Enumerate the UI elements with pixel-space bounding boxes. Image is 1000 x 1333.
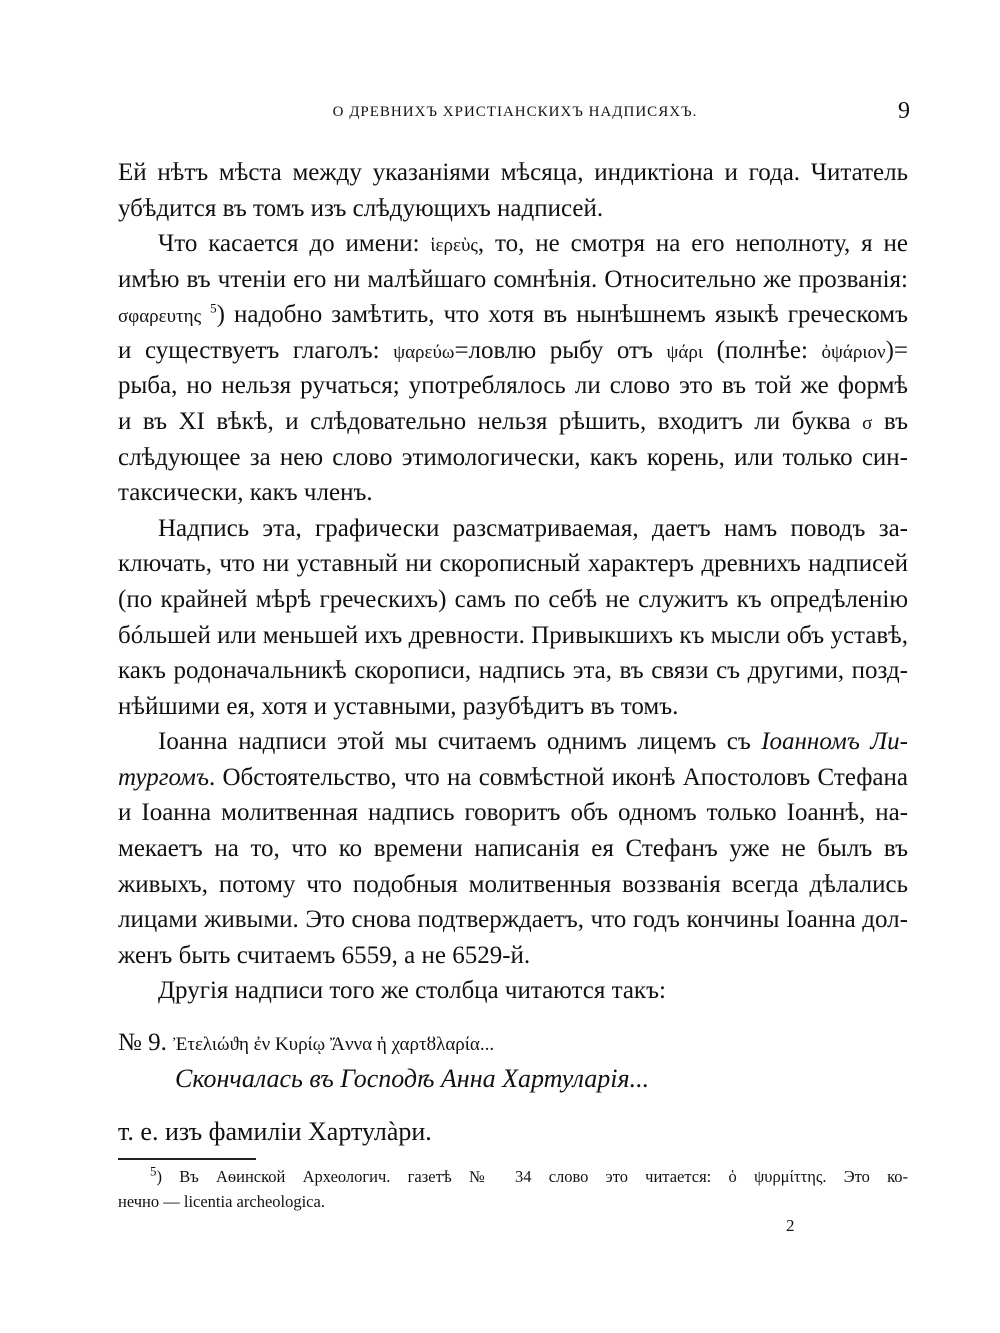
text-line xyxy=(158,229,908,259)
running-header: О ДРЕВНИХЪ ХРИСТІАНСКИХЪ НАДПИСЯХЪ. xyxy=(332,104,698,120)
text-line: т. е. изъ фамиліи Хартулàри. xyxy=(118,1117,432,1146)
greek-word: ψαρεύω xyxy=(393,342,455,363)
greek-word: ὁ ψυρμίττης xyxy=(728,1167,823,1186)
text-line xyxy=(118,407,908,437)
text: , то, не смотря на его неполноту, я не xyxy=(477,230,908,257)
text: Что касается до имени: xyxy=(158,230,431,257)
text-line: Другія надписи того же столбца читаются такъ: xyxy=(158,977,666,1004)
text-line: убѣдится въ томъ изъ слѣдующихъ надписей. xyxy=(118,195,604,222)
text-line: лицами живыми. Это снова подтверждаетъ, что годъ кончины Іоанна дол- xyxy=(118,906,908,933)
text: ) Въ Аѳинской Археологич. газетѣ № 34 слово это читается: xyxy=(156,1167,729,1186)
text-line: какъ родоначальникѣ скорописи, надпись эта, въ связи съ другими, позд- xyxy=(118,657,908,684)
text-line: и Іоанна молитвенная надпись говоритъ объ одномъ только Іоаннѣ, на- xyxy=(118,799,908,826)
inscription-line xyxy=(118,1028,908,1058)
footnote-ref[interactable]: 5 xyxy=(210,300,217,316)
inscription-translation: Скончалась въ Господѣ Анна Хартуларія... xyxy=(175,1064,650,1093)
text-line xyxy=(118,300,908,330)
text-line: Надпись эта, графически разсматриваемая, даетъ намъ поводъ за- xyxy=(158,515,908,542)
greek-letter: σ xyxy=(862,413,873,434)
text-line: (по крайней мѣрѣ греческихъ) самъ по себѣ не служитъ къ опредѣленію xyxy=(118,586,908,613)
page-number: 9 xyxy=(898,98,910,124)
signature-mark: 2 xyxy=(786,1216,795,1235)
text: Іоанна надписи этой мы считаемъ однимъ лицемъ съ xyxy=(158,728,762,755)
greek-word: ἱερεὺς xyxy=(430,235,478,256)
footnote-line xyxy=(150,1163,908,1188)
text: . Это ко- xyxy=(822,1167,908,1186)
text-line xyxy=(158,727,908,757)
inscription-number: № 9. xyxy=(118,1029,174,1056)
greek-word: σφαρευτης xyxy=(118,306,202,327)
footnote-mark: 5 xyxy=(150,1163,157,1179)
text: )= xyxy=(885,337,908,364)
text-line: бóльшей или меньшей ихъ древности. Привыкшихъ къ мысли объ уставѣ, xyxy=(118,622,908,649)
italic-name: тургомъ xyxy=(118,764,209,791)
text-line: таксически, какъ членъ. xyxy=(118,479,373,506)
text: въ xyxy=(872,408,909,435)
text-line xyxy=(118,763,908,793)
text-line: имѣю въ чтеніи его ни малѣйшаго сомнѣнія. Относительно же прозванія: xyxy=(118,266,908,293)
footnote-rule xyxy=(118,1158,256,1160)
text: и въ XI вѣкѣ, и слѣдовательно нельзя рѣшить, входитъ ли буква xyxy=(118,408,863,435)
text: ) надобно замѣтить, что хотя въ нынѣшнемъ языкѣ греческомъ xyxy=(216,301,909,328)
text-line: живыхъ, потому что подобныя молитвенныя воззванія всегда дѣлались xyxy=(118,871,908,898)
text-line: мекаетъ на то, что ко времени написанія ея Стефанъ уже не былъ въ xyxy=(118,835,908,862)
text-line: слѣдующее за нею слово этимологически, какъ корень, или только син- xyxy=(118,444,908,471)
text-line xyxy=(118,336,908,366)
greek-word: ψάρι xyxy=(666,342,703,363)
greek-word: ὀψάριον xyxy=(821,342,886,363)
inscription-greek: Ἐτελιώϑη ἐν Κυρίῳ Ἄννα ἡ χαρτȣλαρία... xyxy=(173,1034,495,1055)
text-line: женъ быть считаемъ 6559, а не 6529-й. xyxy=(118,942,531,969)
text-line: ключать, что ни уставный ни скорописный характеръ древнихъ надписей xyxy=(118,550,908,577)
text: (полнѣе: xyxy=(702,337,822,364)
text: и существуетъ глаголъ: xyxy=(118,337,394,364)
italic-name: Іоанномъ Ли- xyxy=(761,728,908,755)
text: =ловлю рыбу отъ xyxy=(454,337,667,364)
text-line: рыба, но нельзя ручаться; употреблялось ли слово это въ той же формѣ xyxy=(118,372,908,399)
text-line: нѣйшими ея, хотя и уставными, разубѣдитъ въ томъ. xyxy=(118,693,679,720)
text-line: Ей нѣтъ мѣста между указаніями мѣсяца, индиктіона и года. Читатель xyxy=(118,159,908,186)
text: . Обстоятельство, что на совмѣстной иконѣ Апостоловъ Стефана xyxy=(208,764,908,791)
footnote-line: нечно — licentia archeologica. xyxy=(118,1192,325,1211)
